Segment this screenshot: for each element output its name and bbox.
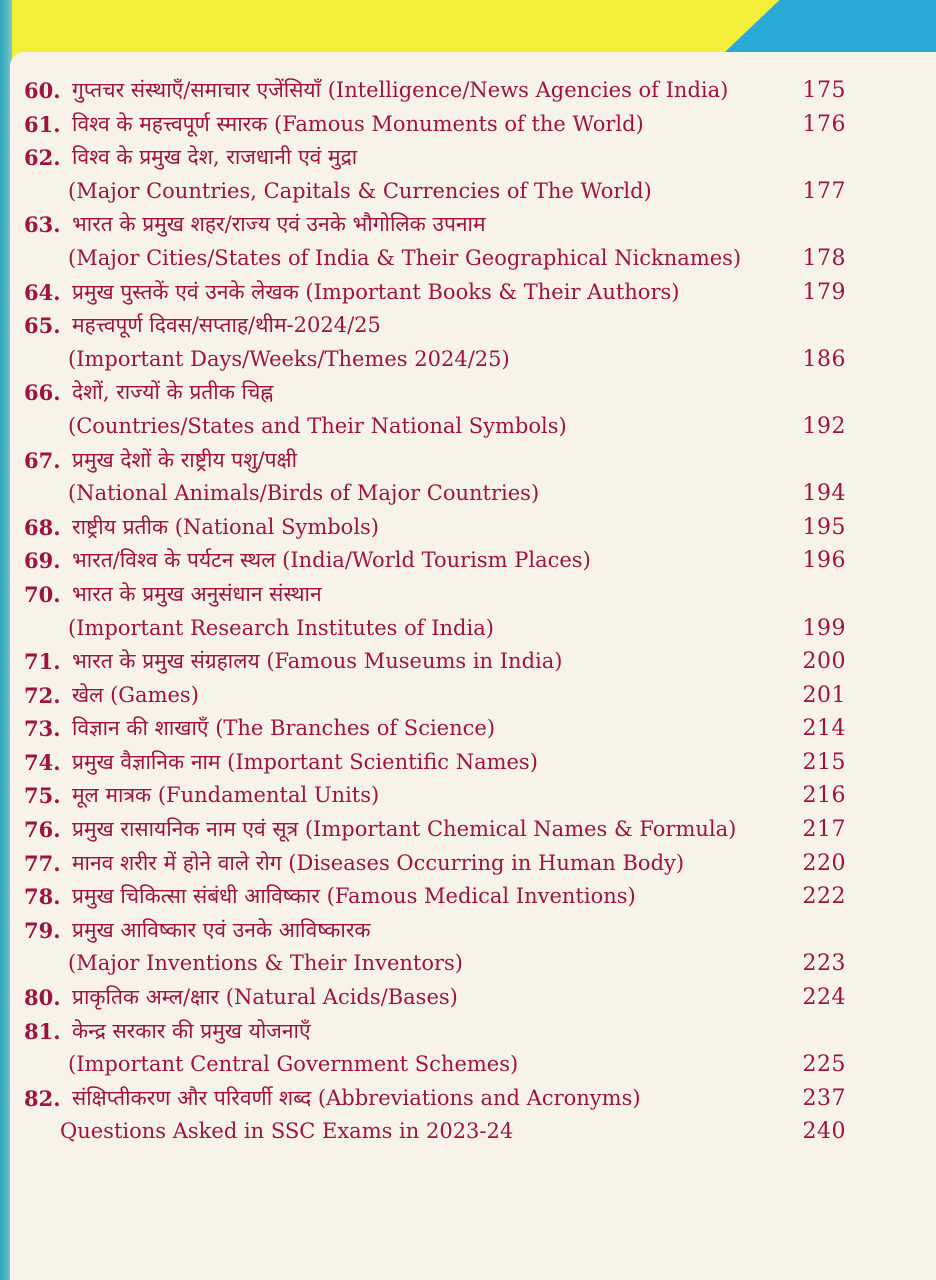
toc-entry-subtitle-line <box>24 242 846 276</box>
toc-page-number: 200 <box>802 649 846 675</box>
toc-entry-text: प्रमुख देशों के राष्ट्रीय पशु/पक्षी <box>72 447 298 472</box>
toc-entry-subtitle-line <box>24 612 846 646</box>
toc-entry-text: विश्व के महत्त्वपूर्ण स्मारक (Famous Monuments of the World) <box>72 111 644 136</box>
toc-entry[interactable] <box>24 276 846 310</box>
toc-entry-title-line <box>24 444 846 478</box>
toc-entry[interactable] <box>24 1015 846 1082</box>
toc-entry-subtitle-line <box>24 410 846 444</box>
toc-entry[interactable] <box>24 746 846 780</box>
toc-entry-number: 69. <box>24 548 61 574</box>
toc-entry-title-line <box>24 309 846 343</box>
toc-page-number: 220 <box>802 850 846 876</box>
toc-entry[interactable] <box>24 444 846 511</box>
toc-entry-number: 76. <box>24 817 61 843</box>
toc-entry-text: (Countries/States and Their National Symbols) <box>68 413 567 438</box>
toc-entry-number: 60. <box>24 78 61 103</box>
toc-entry-number: 78. <box>24 884 61 910</box>
toc-page-number: 224 <box>802 985 846 1011</box>
toc-entry-text: प्राकृतिक अम्ल/क्षार (Natural Acids/Bases) <box>72 985 458 1010</box>
toc-entry-subtitle-line <box>24 343 846 377</box>
toc-page-number: 237 <box>802 1085 846 1111</box>
toc-entry-title-line <box>24 779 846 813</box>
toc-entry[interactable] <box>24 74 846 108</box>
toc-entry[interactable] <box>24 108 846 142</box>
toc-entry-title-line <box>24 880 846 914</box>
toc-entry-title-line <box>24 544 846 578</box>
toc-page-number: 201 <box>802 682 846 708</box>
toc-entry[interactable] <box>24 1082 846 1116</box>
toc-entry[interactable] <box>24 981 846 1015</box>
toc-entry-text: भारत के प्रमुख शहर/राज्य एवं उनके भौगोलिक उपनाम <box>72 212 486 237</box>
toc-entry-text: प्रमुख रासायनिक नाम एवं सूत्र (Important Chemical Names & Formula) <box>72 817 737 842</box>
toc-entry-number: 81. <box>24 1018 61 1044</box>
toc-entry-text: (Important Days/Weeks/Themes 2024/25) <box>68 346 510 371</box>
toc-entry-number: 70. <box>24 581 61 607</box>
toc-entry-text: प्रमुख वैज्ञानिक नाम (Important Scientific Names) <box>72 749 538 774</box>
toc-entry-text: प्रमुख चिकित्सा संबंधी आविष्कार (Famous Medical Inventions) <box>72 884 636 909</box>
toc-entry-text: (Important Research Institutes of India) <box>68 615 494 640</box>
toc-entry[interactable] <box>24 813 846 847</box>
toc-page-number: 225 <box>802 1052 846 1078</box>
toc-entry-number: 64. <box>24 279 61 305</box>
toc-entry-number: 63. <box>24 212 61 238</box>
toc-page-number: 214 <box>802 716 846 742</box>
toc-entry-text: महत्त्वपूर्ण दिवस/सप्ताह/थीम-2024/25 <box>72 313 381 338</box>
toc-page-number: 175 <box>802 78 846 103</box>
toc-entry-text: संक्षिप्तीकरण और परिवर्णी शब्द (Abbreviations and Acronyms) <box>72 1085 641 1110</box>
toc-page-number: 240 <box>802 1119 846 1145</box>
toc-entry-text: प्रमुख पुस्तकें एवं उनके लेखक (Important Books & Their Authors) <box>72 279 680 304</box>
toc-entry-title-line <box>24 1115 846 1149</box>
toc-page-number: 192 <box>802 413 846 439</box>
toc-entry[interactable] <box>24 679 846 713</box>
toc-entry[interactable] <box>24 847 846 881</box>
toc-entry-number: 71. <box>24 649 61 675</box>
toc-entry-title-line <box>24 914 846 948</box>
toc-entry[interactable] <box>24 712 846 746</box>
toc-entry-title-line <box>24 813 846 847</box>
toc-entry-title-line <box>24 847 846 881</box>
toc-page-number: 215 <box>802 749 846 775</box>
toc-page-number: 176 <box>802 111 846 137</box>
toc-entry-title-line <box>24 679 846 713</box>
toc-entry[interactable] <box>24 1115 846 1149</box>
toc-entry[interactable] <box>24 578 846 645</box>
toc-entry-number: 67. <box>24 447 61 473</box>
toc-entry-subtitle-line <box>24 175 846 209</box>
toc-entry-title-line <box>24 208 846 242</box>
toc-page-number: 186 <box>802 346 846 372</box>
toc-page-number: 179 <box>802 279 846 305</box>
toc-page-number: 195 <box>802 514 846 540</box>
toc-entry-number: 79. <box>24 917 61 943</box>
toc-page-number: 217 <box>802 817 846 843</box>
toc-page-number: 223 <box>802 951 846 977</box>
toc-entry-text: (Important Central Government Schemes) <box>68 1052 519 1077</box>
toc-entry-title-line <box>24 376 846 410</box>
toc-entry-text: मूल मात्रक (Fundamental Units) <box>72 783 380 808</box>
toc-entry-text: भारत/विश्व के पर्यटन स्थल (India/World Tourism Places) <box>72 548 591 573</box>
toc-entry-title-line <box>24 1015 846 1049</box>
toc-entry-text: केन्द्र सरकार की प्रमुख योजनाएँ <box>72 1018 311 1043</box>
toc-entry-subtitle-line <box>24 1048 846 1082</box>
toc-page-number: 199 <box>802 615 846 641</box>
toc-page-number: 216 <box>802 783 846 809</box>
toc-entry-text: खेल (Games) <box>72 682 199 707</box>
toc-entry-text: राष्ट्रीय प्रतीक (National Symbols) <box>72 514 380 539</box>
toc-entry-title-line <box>24 108 846 142</box>
toc-entry-title-line <box>24 645 846 679</box>
toc-entry[interactable] <box>24 208 846 275</box>
toc-entry[interactable] <box>24 880 846 914</box>
toc-entry-text: गुप्तचर संस्थाएँ/समाचार एजेंसियाँ (Intelligence/News Agencies of India) <box>72 78 729 102</box>
toc-entry-text: (National Animals/Birds of Major Countries) <box>68 481 540 506</box>
toc-entry-text: विज्ञान की शाखाएँ (The Branches of Science) <box>72 716 496 741</box>
toc-entry-number: 82. <box>24 1085 61 1111</box>
toc-entry-title-line <box>24 981 846 1015</box>
toc-entry-title-line <box>24 746 846 780</box>
toc-page-number: 222 <box>802 884 846 910</box>
toc-entry-text: विश्व के प्रमुख देश, राजधानी एवं मुद्रा <box>72 145 358 170</box>
toc-entry-text: (Major Inventions & Their Inventors) <box>68 951 463 976</box>
toc-entry-number: 65. <box>24 313 61 339</box>
toc-entry-number: 66. <box>24 380 61 406</box>
toc-entry-text: Questions Asked in SSC Exams in 2023-24 <box>60 1119 514 1144</box>
toc-entry[interactable] <box>24 309 846 376</box>
toc-entry-text: प्रमुख आविष्कार एवं उनके आविष्कारक <box>72 917 371 942</box>
toc-entry-number: 61. <box>24 111 61 137</box>
toc-entry[interactable] <box>24 511 846 545</box>
toc-entry-title-line <box>24 141 846 175</box>
toc-entry-title-line <box>24 1082 846 1116</box>
toc-page-number: 178 <box>802 245 846 271</box>
toc-entry-title-line <box>24 276 846 310</box>
toc-entry-title-line <box>24 74 846 108</box>
toc-entry-title-line <box>24 578 846 612</box>
toc-entry-text: मानव शरीर में होने वाले रोग (Diseases Occurring in Human Body) <box>72 850 685 875</box>
toc-entry-text: भारत के प्रमुख संग्रहालय (Famous Museums in India) <box>72 649 563 674</box>
toc-page-number: 177 <box>802 178 846 204</box>
toc-entry-subtitle-line <box>24 477 846 511</box>
toc-entry[interactable] <box>24 779 846 813</box>
toc-entry[interactable] <box>24 914 846 981</box>
toc-entry[interactable] <box>24 544 846 578</box>
toc-entry-title-line <box>24 511 846 545</box>
table-of-contents <box>24 74 846 1149</box>
toc-entry[interactable] <box>24 141 846 208</box>
toc-page-number: 194 <box>802 481 846 507</box>
toc-entry-title-line <box>24 712 846 746</box>
toc-entry-number: 75. <box>24 783 61 809</box>
toc-entry-number: 72. <box>24 682 61 708</box>
toc-entry-text: (Major Cities/States of India & Their Geographical Nicknames) <box>68 245 742 270</box>
toc-entry-text: देशों, राज्यों के प्रतीक चिह्न <box>72 380 274 405</box>
toc-entry-number: 74. <box>24 749 61 775</box>
toc-entry-subtitle-line <box>24 947 846 981</box>
toc-entry-number: 77. <box>24 850 61 876</box>
toc-entry-text: (Major Countries, Capitals & Currencies of The World) <box>68 178 652 203</box>
toc-entry-number: 80. <box>24 985 61 1011</box>
toc-entry-number: 62. <box>24 145 61 171</box>
toc-entry-number: 68. <box>24 514 61 540</box>
toc-entry[interactable] <box>24 376 846 443</box>
toc-entry-number: 73. <box>24 716 61 742</box>
toc-entry-text: भारत के प्रमुख अनुसंधान संस्थान <box>72 581 322 606</box>
toc-page-number: 196 <box>802 548 846 574</box>
toc-entry[interactable] <box>24 645 846 679</box>
